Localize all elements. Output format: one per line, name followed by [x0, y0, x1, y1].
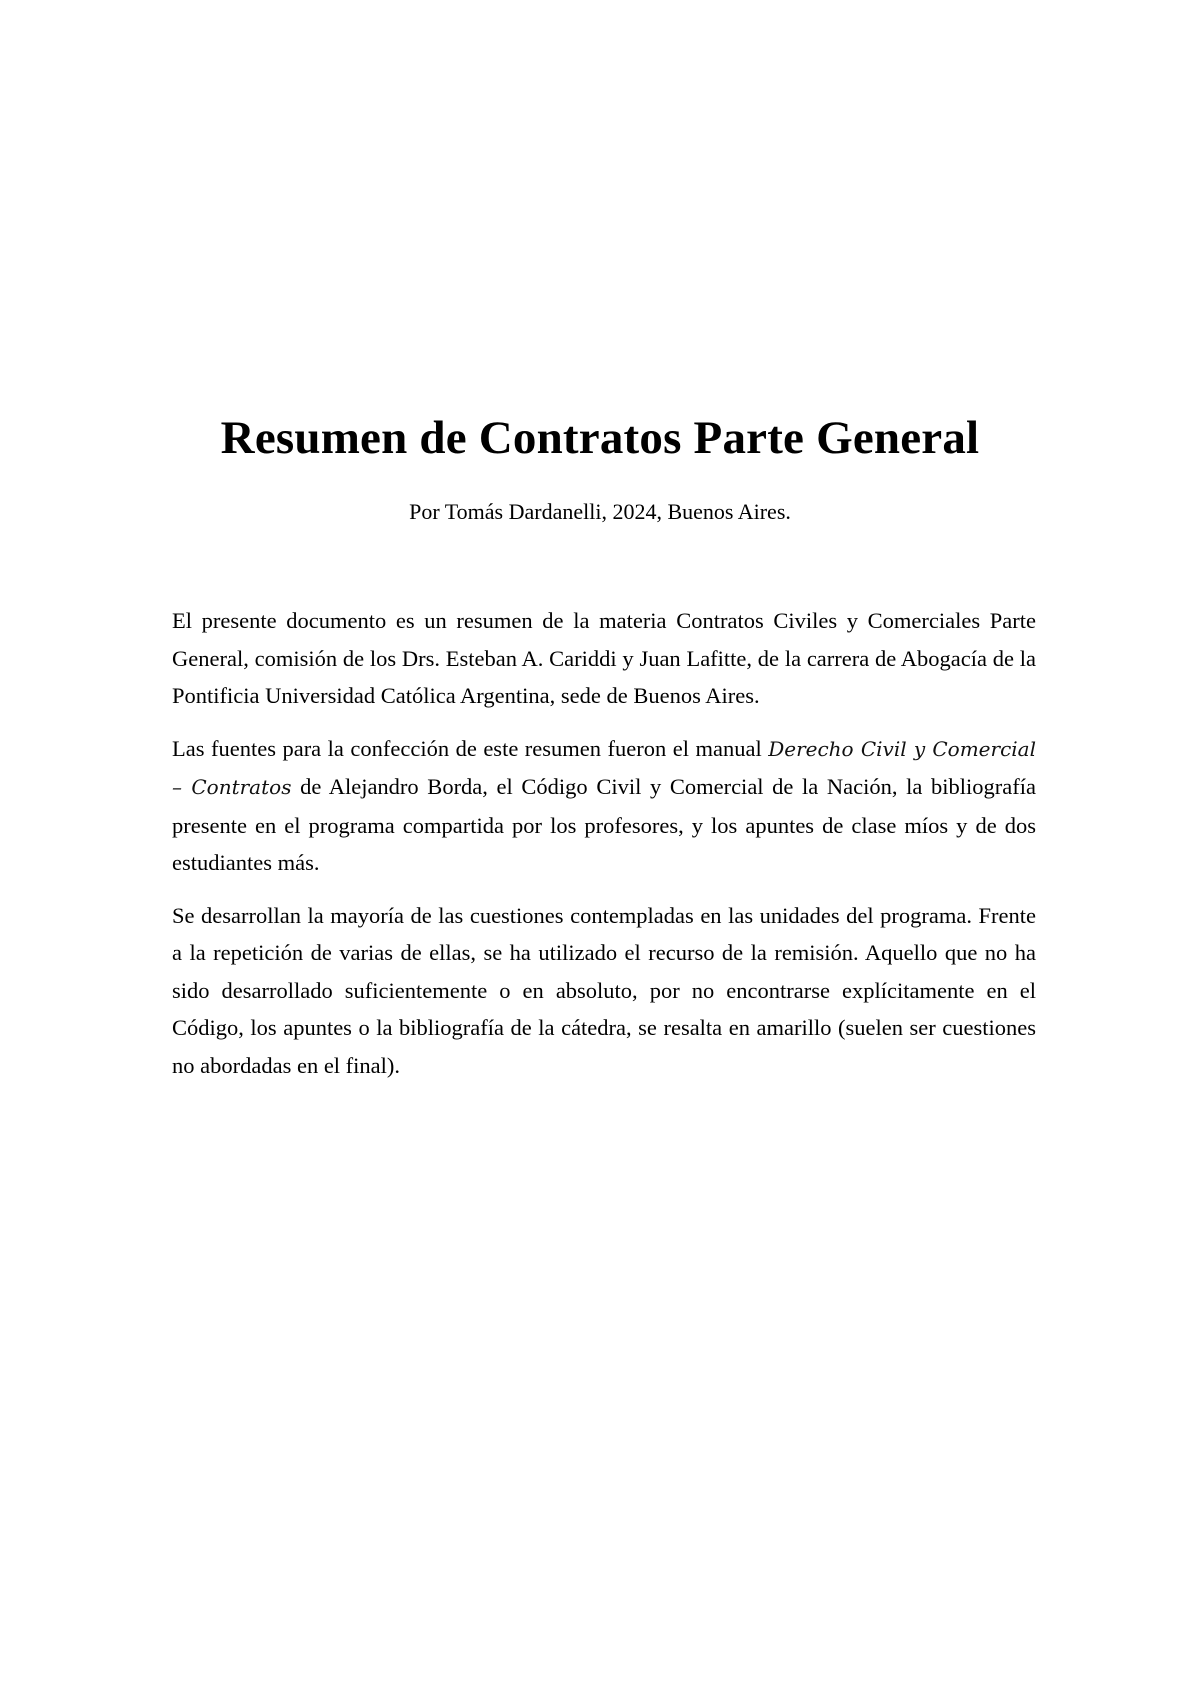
paragraph-intro: El presente documento es un resumen de la materia Contratos Civiles y Comerciales Parte General, comisión de los Drs. Esteban A. Cariddi y Juan Lafitte, de la carrera de Abogacía de la Pontificia Universidad Católica Argentina, sede de Buenos Aires. — [172, 608, 1036, 708]
paragraph-sources — [172, 730, 1036, 882]
book-title-italic: Derecho Civil y Comercial – Contratos — [172, 736, 1036, 799]
document-body — [172, 602, 1036, 1099]
paragraph-scope: Se desarrollan la mayoría de las cuestiones contempladas en las unidades del programa. Frente a la repetición de varias de ellas, se ha utilizado el recurso de la remisión. Aquello que no ha sido desarrollado suficientemente o en absoluto, por no encontrarse explícitamente en el Código, los apuntes o la bibliografía de la cátedra, se resalta en amarillo (suelen ser cuestiones no abordadas en el final). — [172, 902, 1036, 1078]
paragraph-sources-after: de Alejandro Borda, el Código Civil y Comercial de la Nación, la bibliografía presente en el programa compartida por los profesores, y los apuntes de clase míos y de dos estudiantes más. — [172, 774, 1036, 875]
document-title: Resumen de Contratos Parte General — [220, 412, 980, 464]
paragraph-sources-before: Las fuentes para la confección de este resumen fueron el manual — [172, 735, 769, 761]
document-byline: Por Tomás Dardanelli, 2024, Buenos Aires. — [409, 499, 791, 524]
